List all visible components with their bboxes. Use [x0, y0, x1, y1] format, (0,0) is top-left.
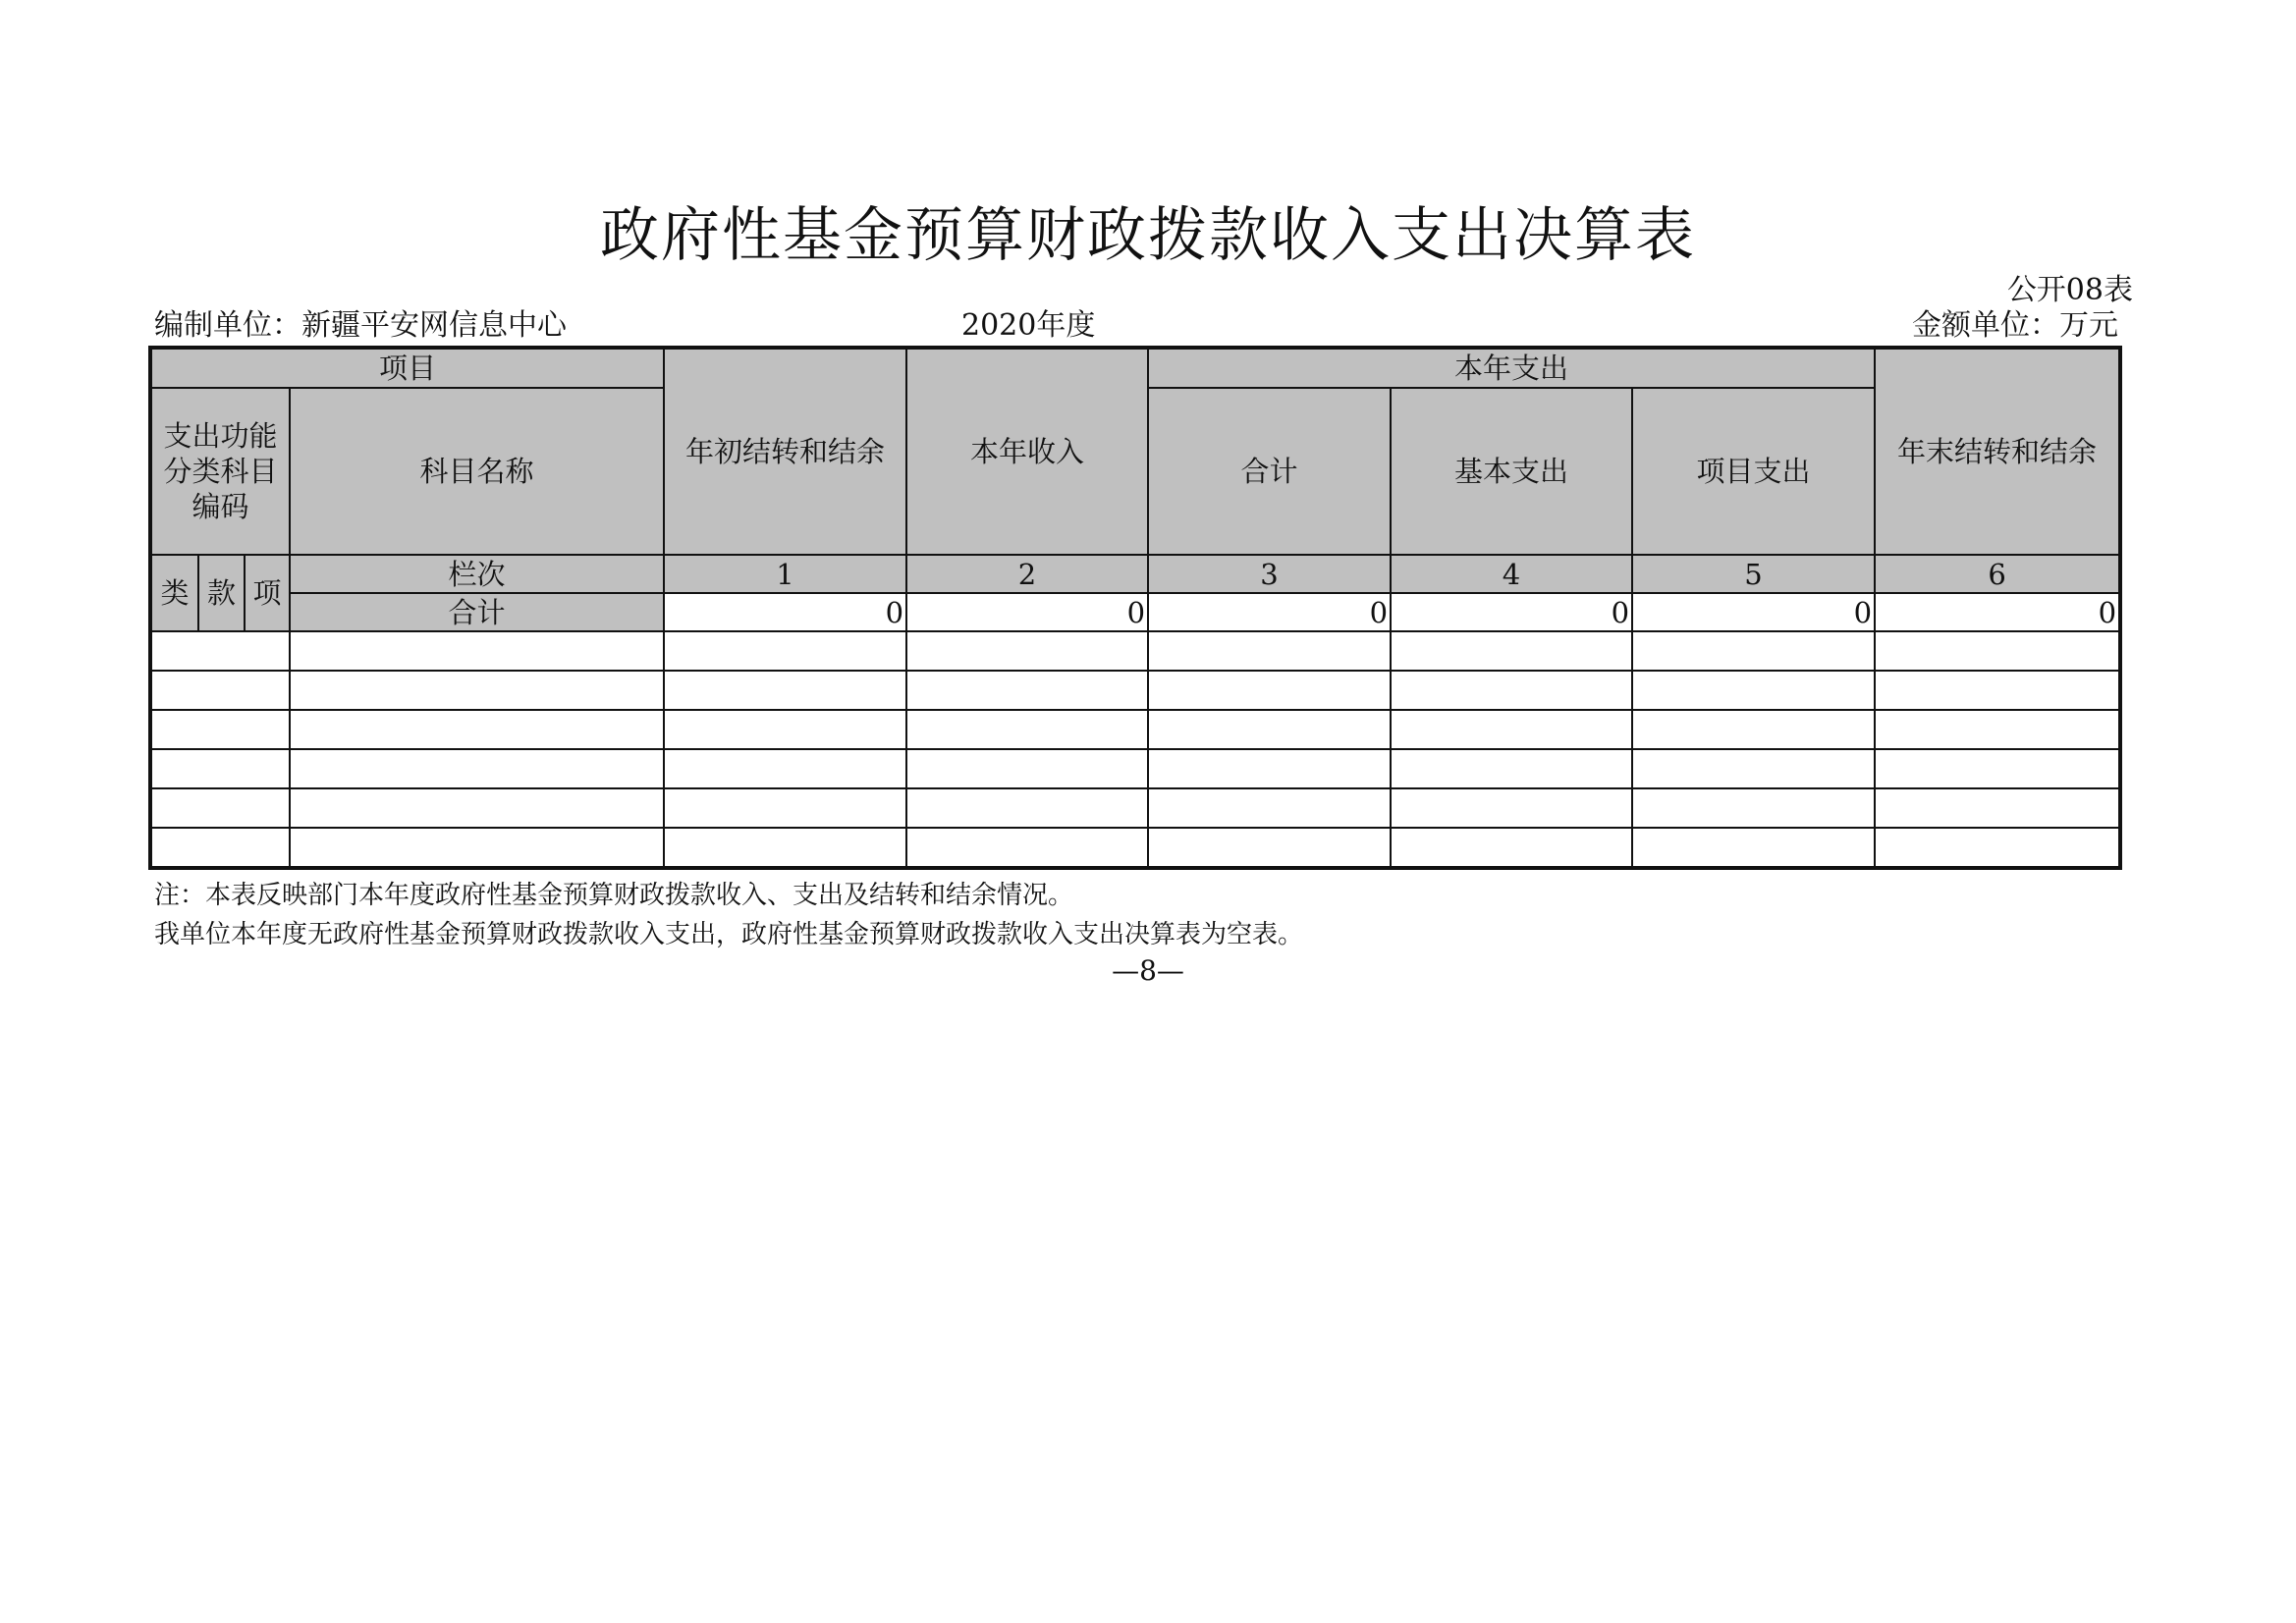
column-number: 5	[1632, 555, 1875, 593]
header-exp-total: 合计	[1148, 388, 1391, 555]
total-cell: 0	[1391, 593, 1632, 631]
empty-cell	[290, 671, 664, 710]
empty-cell	[150, 671, 290, 710]
empty-cell	[664, 788, 906, 828]
empty-cell	[1148, 788, 1391, 828]
table-row	[150, 828, 2120, 868]
empty-cell	[150, 788, 290, 828]
header-cat-section: 款	[198, 555, 245, 631]
empty-cell	[1632, 671, 1875, 710]
table-row	[150, 749, 2120, 788]
column-number: 6	[1875, 555, 2120, 593]
header-exp-project: 项目支出	[1632, 388, 1875, 555]
empty-cell	[1632, 828, 1875, 868]
column-number: 1	[664, 555, 906, 593]
empty-cell	[150, 710, 290, 749]
empty-cell	[1391, 671, 1632, 710]
empty-cell	[664, 631, 906, 671]
empty-cell	[906, 671, 1148, 710]
empty-cell	[290, 828, 664, 868]
total-row	[150, 593, 2120, 631]
empty-cell	[664, 749, 906, 788]
empty-cell	[290, 788, 664, 828]
header-opening-balance: 年初结转和结余	[664, 348, 906, 555]
empty-cell	[290, 749, 664, 788]
empty-cell	[1391, 631, 1632, 671]
empty-cell	[1391, 710, 1632, 749]
empty-cell	[1875, 828, 2120, 868]
total-cell: 0	[1875, 593, 2120, 631]
table-row	[150, 788, 2120, 828]
table-row	[150, 710, 2120, 749]
header-current-income: 本年收入	[906, 348, 1148, 555]
empty-cell	[1875, 788, 2120, 828]
empty-cell	[1391, 828, 1632, 868]
empty-cell	[1632, 749, 1875, 788]
table-row	[150, 631, 2120, 671]
empty-cell	[1875, 631, 2120, 671]
empty-cell	[1148, 671, 1391, 710]
fiscal-year: 2020年度	[961, 308, 1096, 343]
total-cell: 0	[1148, 593, 1391, 631]
empty-cell	[1875, 749, 2120, 788]
budget-table	[148, 346, 2122, 870]
total-label: 合计	[290, 593, 664, 631]
page-number: —8—	[1112, 954, 1184, 987]
amount-unit: 金额单位：万元	[1912, 308, 2118, 343]
form-code: 公开08表	[2006, 273, 2133, 307]
empty-cell	[664, 710, 906, 749]
empty-cell	[150, 828, 290, 868]
empty-cell	[1875, 671, 2120, 710]
empty-cell	[150, 631, 290, 671]
empty-cell	[1632, 788, 1875, 828]
header-exp-basic: 基本支出	[1391, 388, 1632, 555]
empty-cell	[906, 631, 1148, 671]
empty-cell	[1391, 788, 1632, 828]
header-current-expenditure: 本年支出	[1148, 348, 1875, 388]
empty-cell	[664, 828, 906, 868]
header-item: 项目	[150, 348, 664, 388]
empty-cell	[906, 710, 1148, 749]
column-number: 2	[906, 555, 1148, 593]
empty-cell	[1148, 710, 1391, 749]
column-number: 3	[1148, 555, 1391, 593]
header-cat-item: 项	[245, 555, 290, 631]
total-cell: 0	[906, 593, 1148, 631]
empty-table-statement: 我单位本年度无政府性基金预算财政拨款收入支出，政府性基金预算财政拨款收入支出决算表为空表。	[154, 920, 1304, 949]
empty-cell	[906, 788, 1148, 828]
table-row	[150, 671, 2120, 710]
header-cat-class: 类	[150, 555, 198, 631]
header-func-code: 支出功能分类科目编码	[150, 388, 290, 555]
report-meta	[154, 306, 2118, 346]
empty-cell	[1391, 749, 1632, 788]
table-note: 注：本表反映部门本年度政府性基金预算财政拨款收入、支出及结转和结余情况。	[154, 881, 1074, 910]
total-cell: 0	[664, 593, 906, 631]
report-title: 政府性基金预算财政拨款收入支出决算表	[600, 201, 1696, 270]
column-number: 4	[1391, 555, 1632, 593]
total-cell: 0	[1632, 593, 1875, 631]
empty-cell	[290, 710, 664, 749]
empty-cell	[1148, 828, 1391, 868]
empty-cell	[1148, 749, 1391, 788]
empty-cell	[906, 749, 1148, 788]
empty-cell	[664, 671, 906, 710]
org-label: 编制单位：新疆平安网信息中心	[154, 308, 567, 343]
header-closing-balance: 年末结转和结余	[1875, 348, 2120, 555]
empty-cell	[1148, 631, 1391, 671]
column-index-row	[150, 555, 2120, 593]
empty-cell	[1632, 710, 1875, 749]
empty-cell	[290, 631, 664, 671]
empty-cell	[906, 828, 1148, 868]
empty-cell	[1632, 631, 1875, 671]
header-row-1	[150, 348, 2120, 388]
header-subject-name: 科目名称	[290, 388, 664, 555]
empty-cell	[150, 749, 290, 788]
column-index-label: 栏次	[290, 555, 664, 593]
empty-cell	[1875, 710, 2120, 749]
